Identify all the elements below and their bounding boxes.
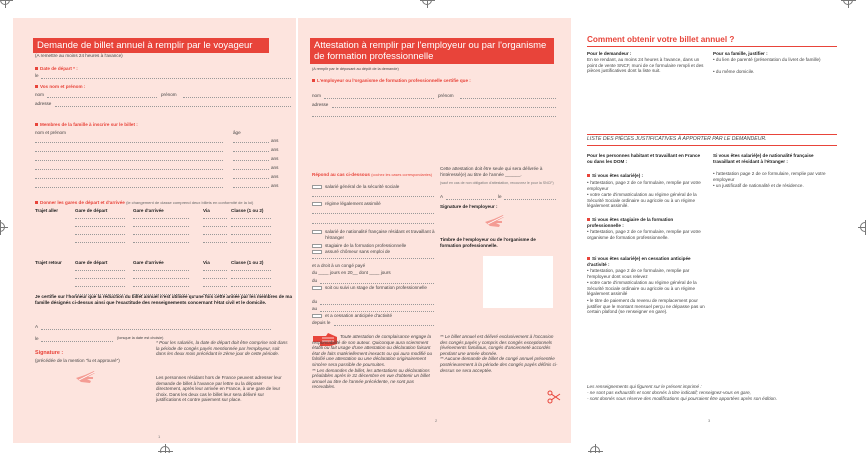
family-member-name-field[interactable]	[35, 178, 223, 179]
registration-mark-bottom-left	[160, 446, 170, 453]
prenom-label: prénom	[161, 92, 177, 97]
adresse-field[interactable]	[55, 106, 291, 107]
registration-mark-right	[860, 222, 866, 232]
route-field[interactable]	[231, 226, 271, 227]
signature-label: Signature :	[35, 350, 64, 356]
employer-date-field[interactable]	[504, 199, 556, 200]
option-label-4: stagiaire de la formation professionnelle	[325, 243, 407, 248]
stagiaire-head: Si vous êtes stagiaire de la formation professionnelle :	[587, 217, 674, 228]
prenom-field[interactable]	[183, 97, 291, 98]
option-label-1: salarié général de la sécurité sociale	[325, 184, 400, 189]
route-field[interactable]	[203, 226, 227, 227]
option-field-b[interactable]	[312, 213, 434, 214]
family-member-age-field[interactable]	[233, 178, 269, 179]
route-field[interactable]	[133, 234, 189, 235]
instructions-title: Comment obtenir votre billet annuel ?	[587, 35, 735, 44]
ans-label: ans	[271, 138, 279, 143]
stamp-box[interactable]	[483, 256, 553, 308]
scissors-icon	[547, 390, 561, 404]
route-field[interactable]	[203, 270, 227, 271]
employer-label: L'employeur ou l'organisme de formation professionnelle certifie que :	[312, 78, 502, 84]
route-column-header: Via	[203, 208, 210, 213]
adresse-label: adresse	[35, 101, 52, 106]
route-field[interactable]	[133, 218, 189, 219]
traveler-request-panel	[13, 18, 296, 443]
employer-date-label: le	[498, 194, 502, 199]
title-rule	[587, 46, 837, 47]
footer-intro: Les renseignements qui figurent sur le présent imprimé :	[587, 384, 702, 389]
route-column-header: Gare de départ	[75, 260, 108, 265]
employer-adresse-field-2[interactable]	[312, 116, 556, 117]
route-field[interactable]	[203, 218, 227, 219]
applicant-text: En se rendant, au moins 24 heures à l'avance, dans un point de vente SNCF, muni de ce formulaire rempli et des pièces justificatives dont la liste suit.	[587, 57, 704, 74]
au-field[interactable]	[320, 311, 434, 312]
route-field[interactable]	[133, 270, 189, 271]
resident-note: Les personnes résidant hors de France peuvent adresser leur demande de billet à l'avance par lettre ou la déposer directement, après leur arrivée en France, à une gare de leur choix. Dans les deux cas le billet leur sera délivré sur justifications et contre paiement sur place.	[156, 375, 282, 403]
page-number-2: 2	[435, 418, 438, 423]
family-member-name-field[interactable]	[35, 142, 223, 143]
route-field[interactable]	[75, 242, 125, 243]
nom-label: nom	[35, 92, 44, 97]
option-checkbox-3[interactable]	[312, 230, 322, 234]
departure-date-label: Date de départ * :	[35, 66, 78, 71]
place-field[interactable]	[41, 329, 271, 330]
family-member-name-field[interactable]	[35, 187, 223, 188]
date-prefix: le	[35, 73, 39, 78]
place-label: A	[35, 324, 39, 329]
conge-line-2: du ____ jours en 20__ dont ____ jours	[312, 270, 391, 275]
option-checkbox-4[interactable]	[312, 244, 322, 248]
option-checkbox-2[interactable]	[312, 202, 322, 206]
option-checkbox-7[interactable]	[312, 314, 322, 318]
employer-attestation-title: Attestation à remplir par l'employeur ou par l'organisme de formation professionnelle	[310, 38, 554, 64]
date-label: le	[35, 336, 39, 341]
certify-text: Je certifie sur l'honneur que la réduction du billet annuel n'est utilisée qu'une fois cette année par les membres de ma famille désignés ci-dessus ainsi que l'exactitude des renseignements concernant l'état civil et le domicile.	[35, 294, 293, 305]
abroad-item-1: • l'attestation page 2 de ce formulaire, remplie par votre employeur	[713, 171, 826, 182]
abroad-item-2: • un justificatif de nationalité et de résidence.	[713, 183, 804, 188]
attestation-note: (A remplir par le déposant au dépôt de la demande)	[312, 67, 399, 71]
route-field[interactable]	[231, 270, 271, 271]
stagiaire-item-1: • l'attestation, page 2 de ce formulaire, remplie par votre organisme de formation professionnelle.	[587, 229, 701, 240]
employer-nom-label: nom	[312, 93, 321, 98]
route-field[interactable]	[203, 278, 227, 279]
route-field[interactable]	[75, 278, 125, 279]
registration-mark-left	[0, 222, 5, 232]
route-field[interactable]	[203, 286, 227, 287]
registration-mark-top-right	[843, 0, 853, 5]
trajet-retour-label: Trajet retour	[35, 260, 62, 265]
date-field[interactable]	[41, 341, 113, 342]
registration-mark-bottom-right	[590, 446, 600, 453]
route-field[interactable]	[75, 286, 125, 287]
trajet-aller-label: Trajet aller	[35, 208, 58, 213]
employer-place-field[interactable]	[446, 199, 496, 200]
list-rule-bottom	[587, 145, 837, 146]
gares-label: Donner les gares de départ et d'arrivée (le changement de classe comprend deux billets en conformité de la loi)	[35, 200, 253, 205]
option-label-2: régime légalement assimilé	[325, 201, 381, 206]
reply-label: Répond au cas ci-dessous (cochez les cases correspondantes)	[312, 172, 433, 177]
route-column-header: Classe (1 ou 2)	[231, 260, 264, 265]
footer-line-2: - sont donnés sous réserve des modifications qui pourraient être apportées après son édition.	[587, 396, 777, 401]
du-field-1[interactable]	[320, 283, 434, 284]
route-field[interactable]	[133, 242, 189, 243]
route-column-header: Gare de départ	[75, 208, 108, 213]
signature-sub: (précédée de la mention "lu et approuvé")	[35, 358, 120, 363]
annual-ticket-note: ** Le billet annuel est délivré exclusivement à l'occasion des congés payés y compris des congés exceptionnels (événements familiaux, congés d'ancienneté accordés pendant une année donnée. ** Aucune demande de billet de congé annuel présentée postérieurement à la période des congés payés définis ci-dessus ne sera acceptée.	[440, 334, 558, 373]
route-field[interactable]	[231, 218, 271, 219]
date-footnote: * Pour les salariés, la date de départ doit être comprise soit dans la période de congés payés mentionnée par l'employeur, soit dans les deux mois précédant le 2ème jour de cette période.	[156, 340, 288, 357]
family-member-name-field[interactable]	[35, 169, 223, 170]
registration-mark-top-left	[0, 0, 10, 5]
route-column-header: Classe (1 ou 2)	[231, 208, 264, 213]
applicant-head: Pour le demandeur :	[587, 51, 632, 56]
employer-place-label: A	[440, 194, 444, 199]
name-label: Vos nom et prénom :	[35, 84, 85, 89]
complaisance-warning: Toute attestation de complaisance engage la responsabilité de son auteur. Quiconque aura sciemment établi ou fait usage d'une attestation ou déclaration faisant état de faits matériellement inexacts ou qui aura modifié ou falsifié une attestation ou une déclaration originairement sincère sera passible de poursuites. ** Les demandes de billet, les attestations ou déclarations préalables après le 31 décembre en vue d'obtenir un billet annuel au titre de l'année précédente, ne sont pas recevables.	[312, 334, 433, 390]
option-checkbox-1[interactable]	[312, 185, 322, 189]
route-field[interactable]	[203, 234, 227, 235]
cessation-item-3: • le titre de paiement du revenu de remplacement pour justifier que le montant mensuel perçu ne dépasse pas un certain plafond (se renseigner en gare).	[587, 298, 705, 315]
ans-label: ans	[271, 165, 279, 170]
family-head: Pour sa famille, justifier :	[713, 51, 768, 56]
route-field[interactable]	[133, 286, 189, 287]
ans-label: ans	[271, 183, 279, 188]
family-member-age-field[interactable]	[233, 142, 269, 143]
ans-label: ans	[271, 156, 279, 161]
option-label-3: salarié de nationalité française résidant et travaillant à l'étranger	[325, 229, 435, 240]
employer-prenom-field[interactable]	[460, 98, 556, 99]
route-field[interactable]	[75, 218, 125, 219]
family-label: Membres de la famille à inscrire sur le billet :	[35, 122, 138, 127]
route-field[interactable]	[75, 234, 125, 235]
list-title: LISTE DES PIÈCES JUSTIFICATIVES À APPORTER PAR LE DEMANDEUR.	[587, 136, 767, 142]
traveler-request-title: Demande de billet annuel à remplir par le voyageur	[33, 38, 269, 53]
family-member-age-field[interactable]	[233, 151, 269, 152]
route-column-header: Gare d'arrivée	[133, 208, 164, 213]
instructions-panel	[571, 18, 854, 443]
writing-hand-icon	[75, 370, 97, 384]
salarie-item-1: • l'attestation, page 2 de ce formulaire, remplie par votre employeur	[587, 180, 701, 191]
option-field-c[interactable]	[312, 223, 434, 224]
departure-date-field[interactable]	[41, 78, 291, 79]
route-field[interactable]	[231, 234, 271, 235]
resident-france-head: Pour les personnes habitant et travaillant en France ou dans les DOM :	[587, 153, 701, 164]
route-field[interactable]	[231, 242, 271, 243]
employer-adresse-label: adresse	[312, 102, 329, 107]
date-note: (lorsque la date est choisie)	[117, 336, 164, 340]
depuis-field[interactable]	[334, 325, 434, 326]
conge-line-1: et a droit à un congé payé	[312, 263, 366, 268]
route-field[interactable]	[133, 278, 189, 279]
cessation-item-2: • votre carte d'immatriculation au régime général de la Sécurité Sociale ordinaire ou agricole ou à un régime légalement assimilé	[587, 280, 697, 297]
family-member-age-field[interactable]	[233, 160, 269, 161]
conge-line-3: soit ou suivi un stage de formation professionnelle	[325, 285, 427, 290]
family-member-age-field[interactable]	[233, 169, 269, 170]
attestation-validity-note: (sauf en cas de non obligation d'attestation, recouvrez le pour la SNCF)	[440, 181, 554, 185]
ans-label: ans	[271, 174, 279, 179]
advance-note: (A remettre au moins 24 heures à l'avance)	[35, 53, 123, 58]
salarie-item-2: • votre carte d'immatriculation au régime général de la Sécurité Sociale ordinaire ou agricole ou à un régime légalement assimilé.	[587, 192, 697, 209]
family-item-1: • du lien de parenté (présentation du livret de famille)	[713, 57, 821, 62]
cessation-item-1: • l'attestation, page 2 de ce formulaire, remplie par l'employeur dont vous relevez	[587, 268, 690, 279]
family-member-age-field[interactable]	[233, 187, 269, 188]
employer-nom-field[interactable]	[324, 98, 434, 99]
route-field[interactable]	[133, 226, 189, 227]
salarie-head: Si vous êtes salarié(e) :	[587, 173, 643, 178]
du-label-1: du	[312, 278, 318, 283]
employer-signature-label: Signature de l'employeur :	[440, 204, 498, 209]
cessation-head: Si vous êtes salarié(e) en cessation anticipée d'activité :	[587, 256, 691, 267]
writing-hand-icon-employer	[484, 214, 506, 228]
du-field-2[interactable]	[320, 304, 434, 305]
footer-line-1: - ne sont pas exhaustifs et sont donnés à titre indicatif; renseignez-vous en gare,	[587, 390, 751, 395]
family-name-col: nom et prénom	[35, 130, 66, 135]
ans-label: ans	[271, 147, 279, 152]
option-field-a[interactable]	[312, 196, 434, 197]
employer-prenom-label: prénom	[438, 93, 454, 98]
route-field[interactable]	[75, 270, 125, 271]
route-column-header: Gare d'arrivée	[133, 260, 164, 265]
route-field[interactable]	[75, 226, 125, 227]
attestation-validity: Cette attestation doit être seule qui sera délivrée à l'intéressé(e) au titre de l'année ______.	[440, 166, 543, 177]
family-member-name-field[interactable]	[35, 151, 223, 152]
au-label: au	[312, 306, 318, 311]
list-rule-top	[587, 134, 837, 135]
page-number-3: 3	[708, 418, 711, 423]
option-label-5: assuré chômeur sans emploi de	[325, 249, 391, 254]
route-field[interactable]	[231, 278, 271, 279]
route-field[interactable]	[231, 286, 271, 287]
family-member-name-field[interactable]	[35, 160, 223, 161]
option-checkbox-5[interactable]	[312, 250, 322, 254]
registration-mark-top-middle	[422, 0, 432, 5]
employer-attestation-panel	[298, 18, 571, 443]
nom-field[interactable]	[47, 97, 157, 98]
option-field-d[interactable]	[312, 258, 434, 259]
employer-adresse-field[interactable]	[332, 107, 556, 108]
route-column-header: Via	[203, 260, 210, 265]
family-item-2: • du même domicile.	[713, 69, 755, 74]
route-field[interactable]	[203, 242, 227, 243]
abroad-head: Si vous êtes salarié(e) de nationalité française travaillant et résidant à l'étranger :	[713, 153, 814, 164]
du-label-2: du	[312, 299, 318, 304]
page-number-1: 1	[158, 434, 161, 439]
depuis-label: depuis le	[312, 320, 331, 325]
stamp-label: Timbre de l'employeur ou de l'organisme de formation professionnelle.	[440, 237, 536, 248]
conge-line-4: et a cessation anticipée d'activité	[325, 313, 393, 318]
family-age-col: âge	[233, 130, 241, 135]
